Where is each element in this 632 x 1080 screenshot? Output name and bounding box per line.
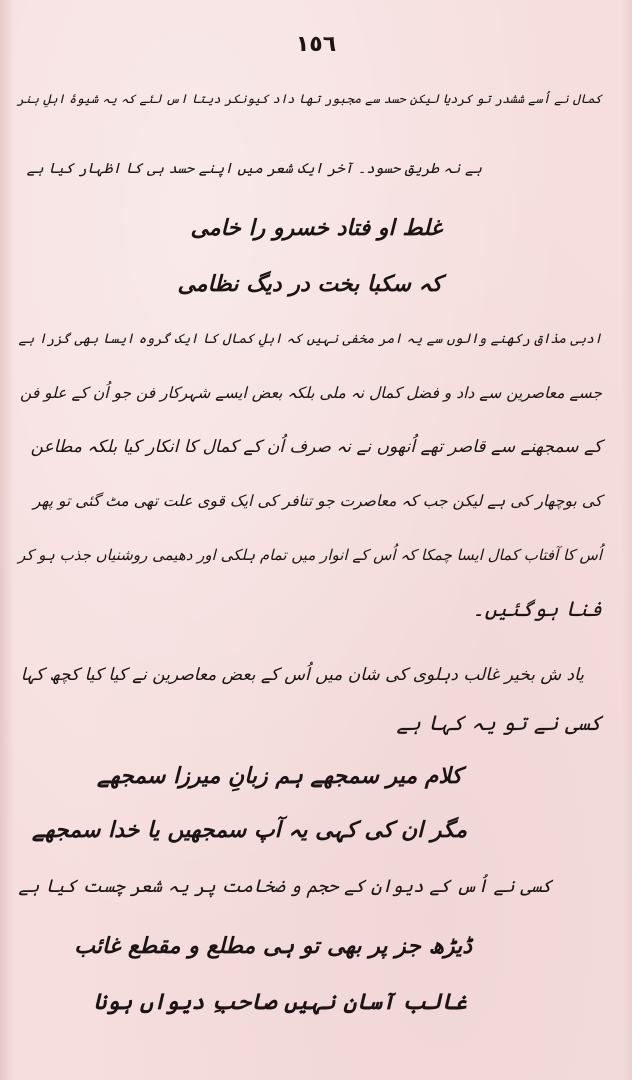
verse-line-5: ڈیڑھ جز پر بھی تو ہی مطلع و مقطع غائب — [74, 934, 472, 959]
verse-line-1: غلط او فتاد خسرو را خامی — [190, 216, 442, 241]
verse-line-3: کلام میر سمجھے ہم زبانِ میرزا سمجھے — [97, 764, 462, 789]
text-line-4: جسے معاصرین سے داد و فضل کمال نہ ملی بلکہ بعض ایسے شہرکار فن جو اُن کے علو فن — [20, 384, 602, 402]
page-left-edge-shadow — [0, 0, 14, 1080]
verse-line-2: کہ سکبا بخت در دیگ نظامی — [177, 272, 442, 297]
text-line-11: کسی نے اُس کے دیوان کے حجم و ضخامت پر یہ شعر چست کیا ہے — [18, 876, 552, 897]
text-line-8: فنا ہوگئیں۔ — [472, 597, 602, 621]
text-line-7: اُس کا آفتاب کمال ایسا چمکا کہ اُس کے انوار میں تمام ہلکی اور دھیمی روشنیاں جذب ہو کر — [18, 546, 602, 564]
text-line-3: ادبی مذاق رکھنے والوں سے یہ امر مخفی نہیں کہ اہلِ کمال کا ایک گروہ ایسا بھی گزرا ہے — [18, 331, 602, 347]
verse-line-4: مگر ان کی کہی یہ آپ سمجھیں یا خدا سمجھے — [32, 818, 467, 843]
text-line-5: کے سمجھنے سے قاصر تھے اُنھوں نے نہ صرف اُن کے کمال کا انکار کیا بلکہ مطاعن — [30, 437, 602, 457]
page-number: ١٥٦ — [295, 32, 337, 57]
text-line-1: کمال نے اُسے ششدر تو کردیا لیکن حسد سے مجبور تھا داد کیونکر دیتا اس لئے کہ یہ شیوۂ اہلِ ہنر — [17, 91, 602, 106]
text-line-2: ہے نہ طریق حسود۔ آخر ایک شعر میں اپنے حسد ہی کا اظہار کیا ہے — [26, 161, 482, 177]
verse-line-6: غالب آسان نہیں صاحبِ دیواں ہونا — [93, 990, 467, 1015]
text-line-9: یاد ش بخیر غالب دہلوی کی شان میں اُس کے بعض معاصرین نے کیا کیا کچھ کہا — [20, 665, 584, 685]
text-line-6: کی بوچھار کی ہے لیکن جب کہ معاصرت جو تنافر کی ایک قوی علت تھی مٹ گئی تو پھر — [33, 492, 602, 510]
text-line-10: کسی نے تو یہ کہا ہے — [396, 711, 602, 735]
page-right-edge-shadow — [622, 0, 632, 1080]
